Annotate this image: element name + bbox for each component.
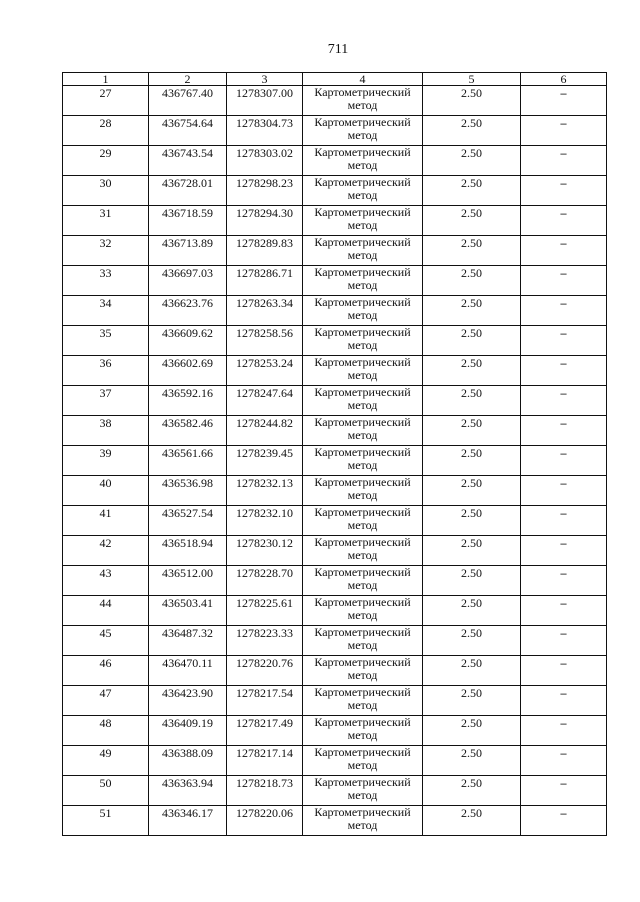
- table-row: [63, 626, 607, 656]
- y-coordinate-cell: 1278294.30: [227, 206, 303, 236]
- table-row: [63, 716, 607, 746]
- method-line-2: метод: [347, 818, 378, 832]
- y-coordinate-cell: 1278307.00: [227, 86, 303, 116]
- method-cell: [303, 596, 423, 626]
- method-line-1: Картометрический: [314, 235, 411, 249]
- accuracy-cell: 2.50: [423, 206, 521, 236]
- description-cell: –: [521, 356, 607, 386]
- y-coordinate-cell: 1278239.45: [227, 446, 303, 476]
- accuracy-cell: 2.50: [423, 476, 521, 506]
- method-cell: [303, 446, 423, 476]
- point-number-cell: 43: [63, 566, 149, 596]
- y-coordinate-cell: 1278232.10: [227, 506, 303, 536]
- method-line-1: Картометрический: [314, 535, 411, 549]
- method-line-1: Картометрический: [314, 265, 411, 279]
- description-cell: –: [521, 536, 607, 566]
- x-coordinate-cell: 436754.64: [149, 116, 227, 146]
- method-line-1: Картометрический: [314, 655, 411, 669]
- method-cell: [303, 776, 423, 806]
- method-line-2: метод: [347, 638, 378, 652]
- method-line-1: Картометрический: [314, 625, 411, 639]
- method-line-2: метод: [347, 248, 378, 262]
- point-number-cell: 35: [63, 326, 149, 356]
- x-coordinate-cell: 436743.54: [149, 146, 227, 176]
- accuracy-cell: 2.50: [423, 806, 521, 836]
- method-line-2: метод: [347, 338, 378, 352]
- table-row: [63, 326, 607, 356]
- method-cell: [303, 416, 423, 446]
- page-number: 711: [327, 42, 349, 57]
- table-row: [63, 566, 607, 596]
- x-coordinate-cell: 436503.41: [149, 596, 227, 626]
- accuracy-cell: 2.50: [423, 236, 521, 266]
- x-coordinate-cell: 436609.62: [149, 326, 227, 356]
- table-header-row: [63, 73, 607, 86]
- point-number-cell: 46: [63, 656, 149, 686]
- accuracy-cell: 2.50: [423, 566, 521, 596]
- y-coordinate-cell: 1278247.64: [227, 386, 303, 416]
- method-line-1: Картометрический: [314, 715, 411, 729]
- method-line-1: Картометрический: [314, 115, 411, 129]
- accuracy-cell: 2.50: [423, 296, 521, 326]
- description-cell: –: [521, 416, 607, 446]
- method-line-1: Картометрический: [314, 295, 411, 309]
- method-cell: [303, 626, 423, 656]
- accuracy-cell: 2.50: [423, 86, 521, 116]
- method-line-1: Картометрический: [314, 85, 411, 99]
- table-row: [63, 356, 607, 386]
- accuracy-cell: 2.50: [423, 326, 521, 356]
- point-number-cell: 29: [63, 146, 149, 176]
- accuracy-cell: 2.50: [423, 146, 521, 176]
- method-line-2: метод: [347, 188, 378, 202]
- column-header: 6: [521, 73, 607, 86]
- x-coordinate-cell: 436363.94: [149, 776, 227, 806]
- accuracy-cell: 2.50: [423, 176, 521, 206]
- method-cell: [303, 236, 423, 266]
- table-row: [63, 506, 607, 536]
- x-coordinate-cell: 436713.89: [149, 236, 227, 266]
- description-cell: –: [521, 806, 607, 836]
- method-line-2: метод: [347, 578, 378, 592]
- accuracy-cell: 2.50: [423, 776, 521, 806]
- method-line-2: метод: [347, 758, 378, 772]
- accuracy-cell: 2.50: [423, 356, 521, 386]
- x-coordinate-cell: 436592.16: [149, 386, 227, 416]
- point-number-cell: 39: [63, 446, 149, 476]
- method-line-1: Картометрический: [314, 475, 411, 489]
- method-line-2: метод: [347, 278, 378, 292]
- point-number-cell: 27: [63, 86, 149, 116]
- method-line-2: метод: [347, 608, 378, 622]
- point-number-cell: 45: [63, 626, 149, 656]
- column-header: 3: [227, 73, 303, 86]
- table-row: [63, 236, 607, 266]
- point-number-cell: 32: [63, 236, 149, 266]
- description-cell: –: [521, 116, 607, 146]
- point-number-cell: 34: [63, 296, 149, 326]
- column-header: 2: [149, 73, 227, 86]
- x-coordinate-cell: 436602.69: [149, 356, 227, 386]
- description-cell: –: [521, 326, 607, 356]
- accuracy-cell: 2.50: [423, 656, 521, 686]
- x-coordinate-cell: 436582.46: [149, 416, 227, 446]
- x-coordinate-cell: 436470.11: [149, 656, 227, 686]
- description-cell: –: [521, 206, 607, 236]
- method-cell: [303, 296, 423, 326]
- y-coordinate-cell: 1278289.83: [227, 236, 303, 266]
- y-coordinate-cell: 1278304.73: [227, 116, 303, 146]
- method-line-1: Картометрический: [314, 685, 411, 699]
- description-cell: –: [521, 266, 607, 296]
- y-coordinate-cell: 1278220.76: [227, 656, 303, 686]
- table-row: [63, 146, 607, 176]
- point-number-cell: 28: [63, 116, 149, 146]
- y-coordinate-cell: 1278253.24: [227, 356, 303, 386]
- method-line-2: метод: [347, 98, 378, 112]
- method-cell: [303, 266, 423, 296]
- accuracy-cell: 2.50: [423, 266, 521, 296]
- point-number-cell: 31: [63, 206, 149, 236]
- method-line-1: Картометрический: [314, 415, 411, 429]
- accuracy-cell: 2.50: [423, 596, 521, 626]
- method-cell: [303, 716, 423, 746]
- accuracy-cell: 2.50: [423, 626, 521, 656]
- method-line-1: Картометрический: [314, 385, 411, 399]
- x-coordinate-cell: 436346.17: [149, 806, 227, 836]
- table-row: [63, 536, 607, 566]
- description-cell: –: [521, 716, 607, 746]
- method-line-1: Картометрический: [314, 325, 411, 339]
- column-header: 1: [63, 73, 149, 86]
- description-cell: –: [521, 446, 607, 476]
- point-number-cell: 50: [63, 776, 149, 806]
- table-row: [63, 296, 607, 326]
- point-number-cell: 41: [63, 506, 149, 536]
- method-line-2: метод: [347, 698, 378, 712]
- column-header: 4: [303, 73, 423, 86]
- method-line-2: метод: [347, 308, 378, 322]
- point-number-cell: 47: [63, 686, 149, 716]
- table-row: [63, 266, 607, 296]
- method-cell: [303, 116, 423, 146]
- method-cell: [303, 386, 423, 416]
- method-cell: [303, 566, 423, 596]
- description-cell: –: [521, 776, 607, 806]
- method-line-2: метод: [347, 428, 378, 442]
- coordinates-table: [62, 72, 607, 836]
- y-coordinate-cell: 1278218.73: [227, 776, 303, 806]
- description-cell: –: [521, 146, 607, 176]
- accuracy-cell: 2.50: [423, 716, 521, 746]
- x-coordinate-cell: 436536.98: [149, 476, 227, 506]
- y-coordinate-cell: 1278303.02: [227, 146, 303, 176]
- point-number-cell: 49: [63, 746, 149, 776]
- point-number-cell: 42: [63, 536, 149, 566]
- method-cell: [303, 326, 423, 356]
- method-line-1: Картометрический: [314, 595, 411, 609]
- method-line-1: Картометрический: [314, 145, 411, 159]
- y-coordinate-cell: 1278258.56: [227, 326, 303, 356]
- table-row: [63, 806, 607, 836]
- table-row: [63, 386, 607, 416]
- method-cell: [303, 746, 423, 776]
- x-coordinate-cell: 436487.32: [149, 626, 227, 656]
- method-cell: [303, 176, 423, 206]
- accuracy-cell: 2.50: [423, 536, 521, 566]
- table-row: [63, 446, 607, 476]
- table-row: [63, 656, 607, 686]
- method-line-1: Картометрический: [314, 565, 411, 579]
- y-coordinate-cell: 1278225.61: [227, 596, 303, 626]
- description-cell: –: [521, 296, 607, 326]
- table-row: [63, 776, 607, 806]
- description-cell: –: [521, 566, 607, 596]
- x-coordinate-cell: 436409.19: [149, 716, 227, 746]
- description-cell: –: [521, 626, 607, 656]
- method-line-2: метод: [347, 488, 378, 502]
- point-number-cell: 37: [63, 386, 149, 416]
- method-line-2: метод: [347, 788, 378, 802]
- method-line-2: метод: [347, 458, 378, 472]
- point-number-cell: 33: [63, 266, 149, 296]
- y-coordinate-cell: 1278220.06: [227, 806, 303, 836]
- y-coordinate-cell: 1278217.49: [227, 716, 303, 746]
- description-cell: –: [521, 656, 607, 686]
- accuracy-cell: 2.50: [423, 416, 521, 446]
- method-line-1: Картометрический: [314, 175, 411, 189]
- method-cell: [303, 86, 423, 116]
- column-header: 5: [423, 73, 521, 86]
- point-number-cell: 44: [63, 596, 149, 626]
- x-coordinate-cell: 436423.90: [149, 686, 227, 716]
- y-coordinate-cell: 1278228.70: [227, 566, 303, 596]
- method-line-1: Картометрический: [314, 355, 411, 369]
- accuracy-cell: 2.50: [423, 686, 521, 716]
- method-cell: [303, 656, 423, 686]
- method-cell: [303, 806, 423, 836]
- y-coordinate-cell: 1278298.23: [227, 176, 303, 206]
- method-cell: [303, 356, 423, 386]
- x-coordinate-cell: 436623.76: [149, 296, 227, 326]
- method-line-2: метод: [347, 728, 378, 742]
- method-line-2: метод: [347, 398, 378, 412]
- x-coordinate-cell: 436388.09: [149, 746, 227, 776]
- description-cell: –: [521, 236, 607, 266]
- method-cell: [303, 536, 423, 566]
- method-cell: [303, 146, 423, 176]
- point-number-cell: 48: [63, 716, 149, 746]
- point-number-cell: 51: [63, 806, 149, 836]
- method-line-2: метод: [347, 218, 378, 232]
- method-cell: [303, 506, 423, 536]
- method-line-1: Картометрический: [314, 505, 411, 519]
- table-body: [63, 86, 607, 836]
- point-number-cell: 30: [63, 176, 149, 206]
- method-line-2: метод: [347, 158, 378, 172]
- y-coordinate-cell: 1278230.12: [227, 536, 303, 566]
- x-coordinate-cell: 436697.03: [149, 266, 227, 296]
- y-coordinate-cell: 1278263.34: [227, 296, 303, 326]
- description-cell: –: [521, 386, 607, 416]
- method-line-1: Картометрический: [314, 445, 411, 459]
- description-cell: –: [521, 746, 607, 776]
- method-line-2: метод: [347, 668, 378, 682]
- point-number-cell: 40: [63, 476, 149, 506]
- accuracy-cell: 2.50: [423, 386, 521, 416]
- table-row: [63, 176, 607, 206]
- method-line-2: метод: [347, 128, 378, 142]
- table-row: [63, 116, 607, 146]
- table-row: [63, 86, 607, 116]
- method-line-1: Картометрический: [314, 205, 411, 219]
- x-coordinate-cell: 436718.59: [149, 206, 227, 236]
- table-row: [63, 476, 607, 506]
- table-row: [63, 416, 607, 446]
- x-coordinate-cell: 436512.00: [149, 566, 227, 596]
- y-coordinate-cell: 1278217.54: [227, 686, 303, 716]
- x-coordinate-cell: 436561.66: [149, 446, 227, 476]
- method-line-1: Картометрический: [314, 775, 411, 789]
- point-number-cell: 36: [63, 356, 149, 386]
- y-coordinate-cell: 1278217.14: [227, 746, 303, 776]
- method-cell: [303, 206, 423, 236]
- accuracy-cell: 2.50: [423, 506, 521, 536]
- method-cell: [303, 686, 423, 716]
- description-cell: –: [521, 476, 607, 506]
- accuracy-cell: 2.50: [423, 746, 521, 776]
- method-cell: [303, 476, 423, 506]
- y-coordinate-cell: 1278232.13: [227, 476, 303, 506]
- method-line-2: метод: [347, 548, 378, 562]
- y-coordinate-cell: 1278244.82: [227, 416, 303, 446]
- accuracy-cell: 2.50: [423, 116, 521, 146]
- y-coordinate-cell: 1278286.71: [227, 266, 303, 296]
- description-cell: –: [521, 506, 607, 536]
- method-line-2: метод: [347, 518, 378, 532]
- method-line-1: Картометрический: [314, 745, 411, 759]
- table-row: [63, 686, 607, 716]
- description-cell: –: [521, 176, 607, 206]
- accuracy-cell: 2.50: [423, 446, 521, 476]
- x-coordinate-cell: 436728.01: [149, 176, 227, 206]
- y-coordinate-cell: 1278223.33: [227, 626, 303, 656]
- table-row: [63, 746, 607, 776]
- x-coordinate-cell: 436527.54: [149, 506, 227, 536]
- method-line-1: Картометрический: [314, 805, 411, 819]
- point-number-cell: 38: [63, 416, 149, 446]
- method-line-2: метод: [347, 368, 378, 382]
- description-cell: –: [521, 86, 607, 116]
- table-row: [63, 206, 607, 236]
- description-cell: –: [521, 596, 607, 626]
- description-cell: –: [521, 686, 607, 716]
- x-coordinate-cell: 436518.94: [149, 536, 227, 566]
- table-row: [63, 596, 607, 626]
- x-coordinate-cell: 436767.40: [149, 86, 227, 116]
